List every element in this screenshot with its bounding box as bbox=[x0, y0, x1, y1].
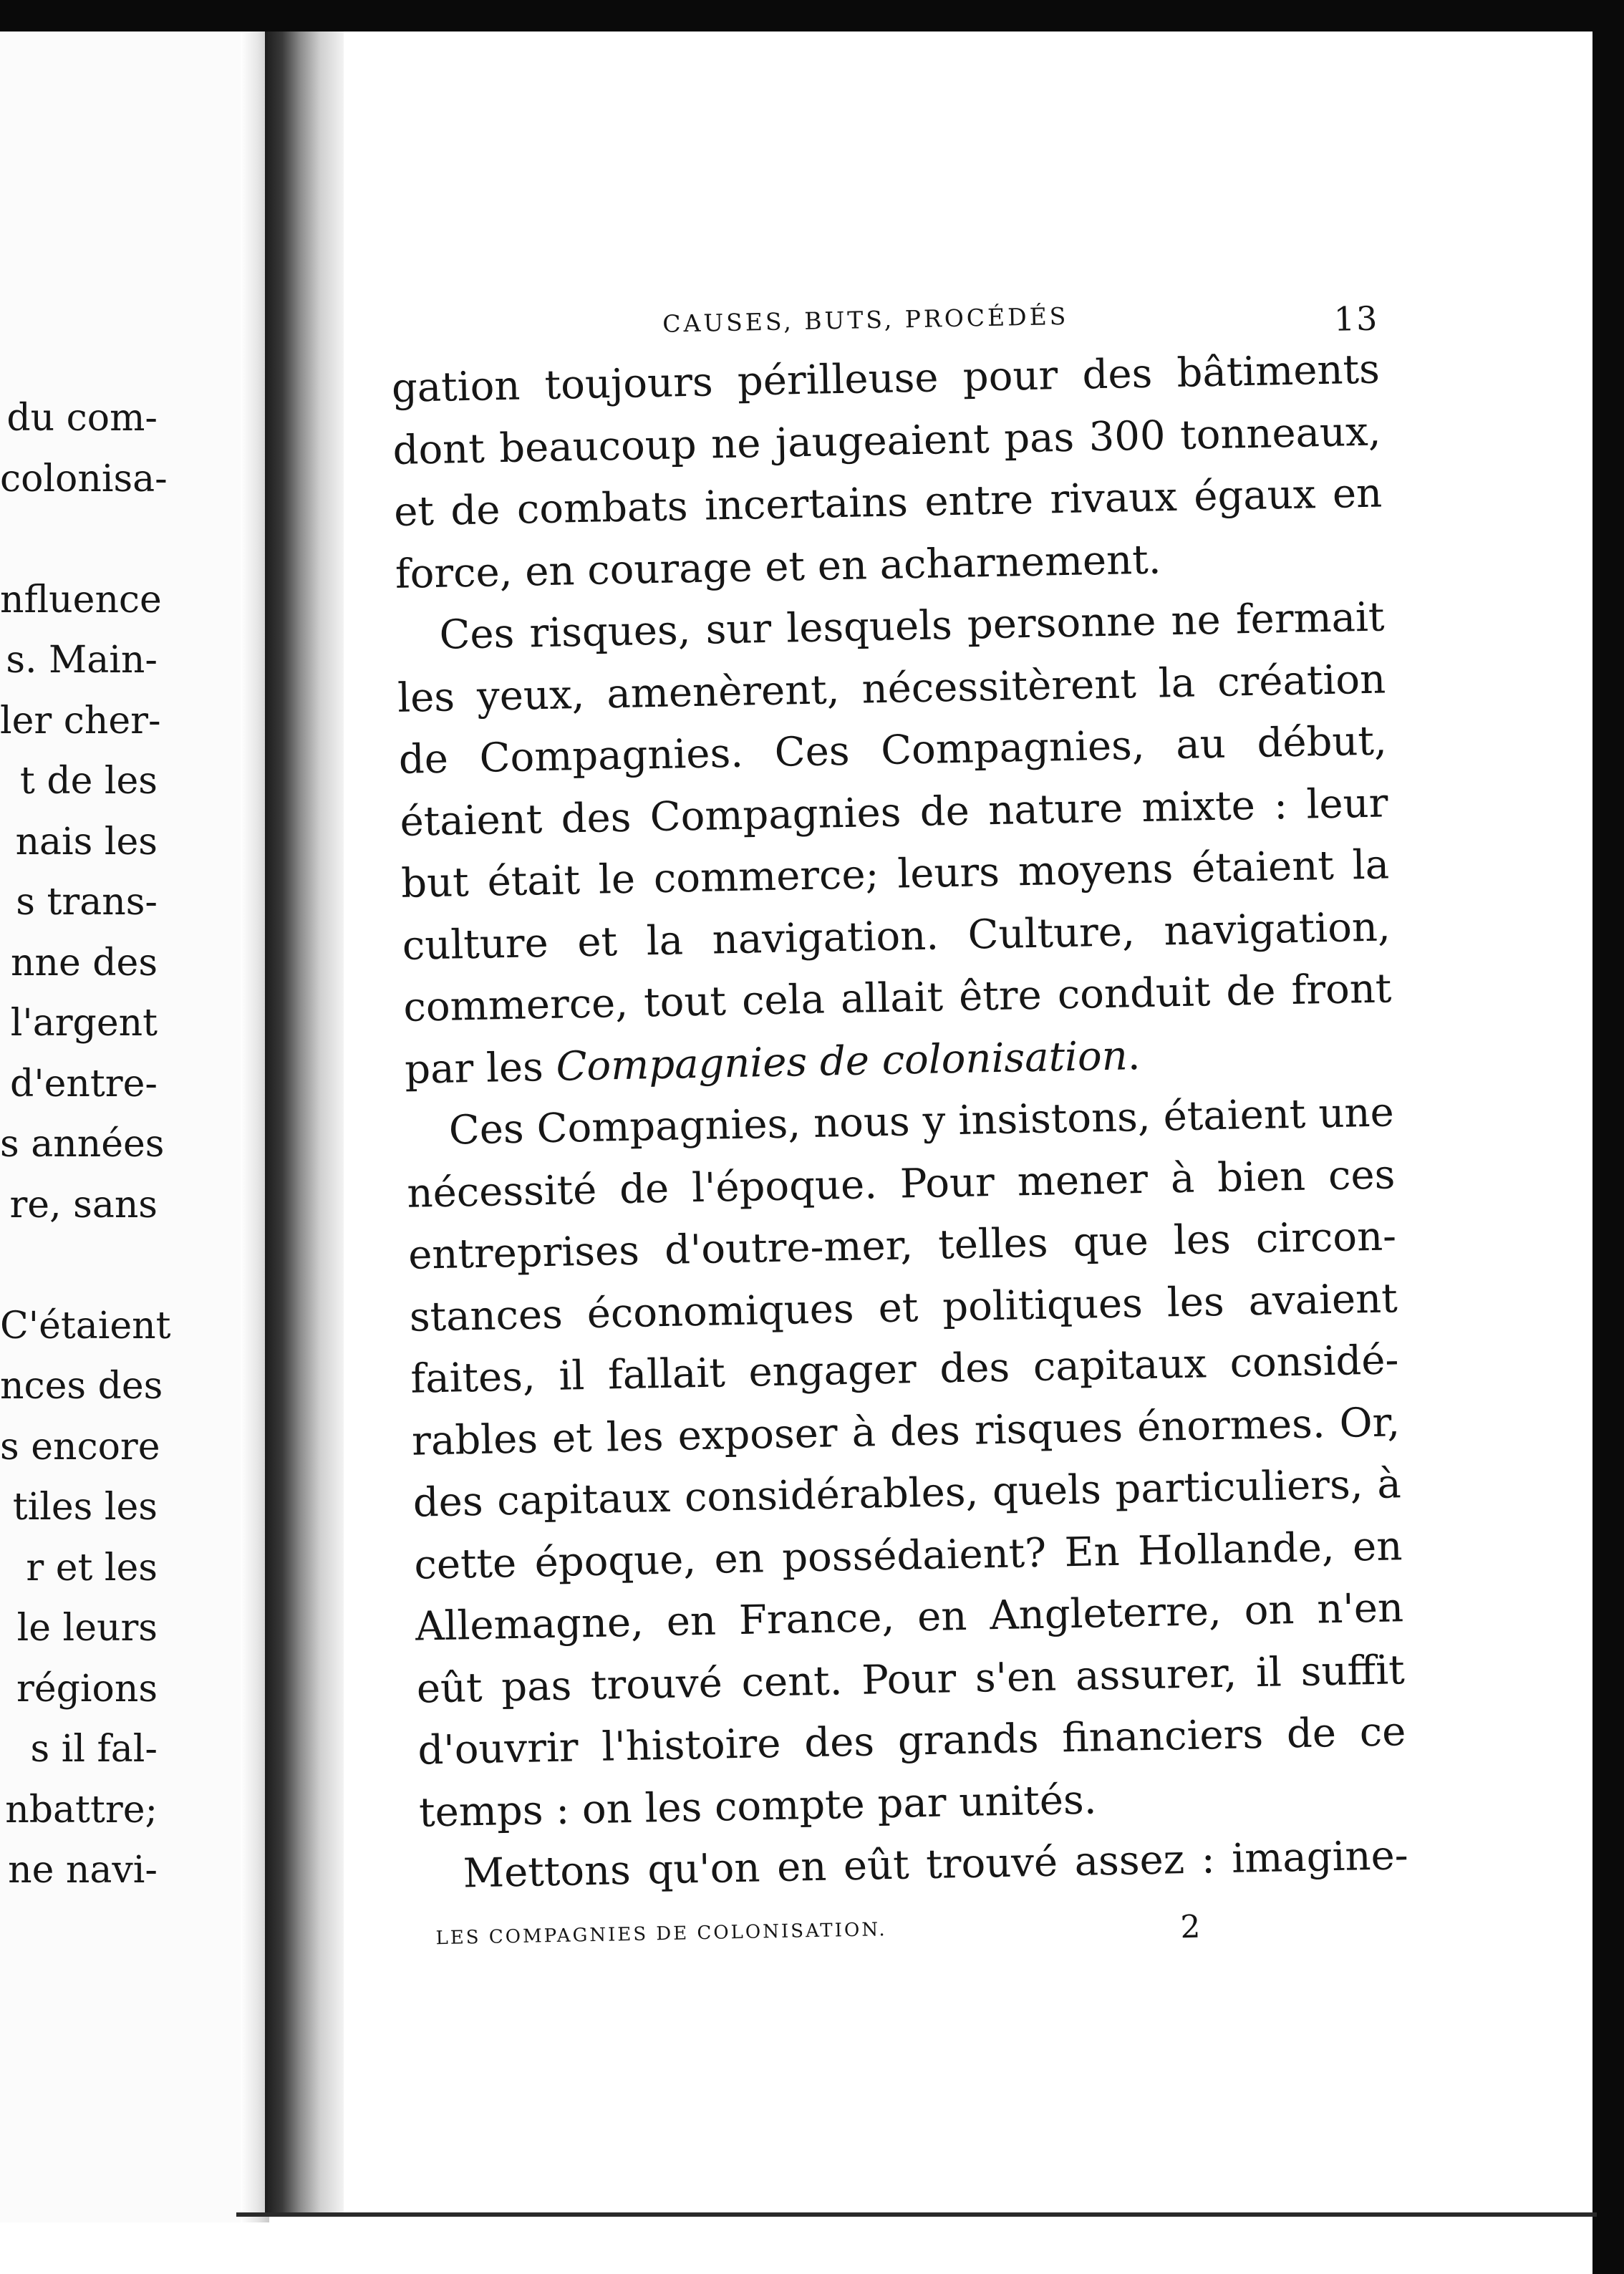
text-line: gation toujours périlleuse pour des bâtiments bbox=[391, 346, 1381, 412]
text-line: Mettons qu'on en eût trouvé assez : imagine- bbox=[463, 1832, 1409, 1897]
left-page-line: ler cher- bbox=[0, 699, 161, 742]
text-line: force, en courage et en acharnement. bbox=[395, 536, 1162, 598]
text-line: Ces risques, sur lesquels personne ne fermait bbox=[438, 594, 1385, 659]
paragraph bbox=[391, 339, 1383, 605]
left-page-blank bbox=[0, 509, 158, 570]
text-line: stances économiques et politiques les avaient bbox=[409, 1274, 1398, 1341]
text-run: par les bbox=[404, 1043, 557, 1093]
text-line: d'ouvrir l'histoire des grands financiers de ce bbox=[417, 1708, 1406, 1774]
running-title: CAUSES, BUTS, PROCÉDÉS bbox=[662, 301, 1069, 338]
left-page-line: d'entre- bbox=[10, 1062, 158, 1105]
text-line: étaient des Compagnies de nature mixte : leur bbox=[399, 779, 1388, 846]
left-page-blank bbox=[0, 1235, 158, 1296]
left-page-line: nne des bbox=[10, 941, 158, 984]
paragraph bbox=[405, 1082, 1408, 1844]
text-line: Ces Compagnies, nous y insistons, étaient une bbox=[448, 1089, 1395, 1154]
text-line: et de combats incertains entre rivaux égaux en bbox=[393, 470, 1383, 536]
text-line: temps : on les compte par unités. bbox=[418, 1776, 1098, 1837]
text-line: des capitaux considérables, quels particuliers, à bbox=[412, 1461, 1402, 1527]
text-run: . bbox=[1127, 1032, 1141, 1079]
footer-book-title: LES COMPAGNIES DE COLONISATION. bbox=[435, 1918, 887, 1949]
text-line: faites, il fallait engager des capitaux considé- bbox=[410, 1337, 1399, 1403]
left-page-line: le leurs bbox=[16, 1607, 158, 1650]
page-content bbox=[390, 296, 1410, 1971]
left-page-line: C'étaient bbox=[0, 1304, 171, 1348]
left-page-line: re, sans bbox=[9, 1183, 158, 1226]
page-bottom-edge bbox=[236, 2212, 1597, 2217]
left-page bbox=[0, 32, 266, 2222]
left-page-line: colonisa- bbox=[0, 457, 168, 500]
italic-title: Compagnies de colonisation bbox=[555, 1032, 1128, 1090]
scan-border-top bbox=[0, 0, 1624, 32]
text-line: nécessité de l'époque. Pour mener à bien ces bbox=[406, 1151, 1396, 1217]
text-line: les yeux, amenèrent, nécessitèrent la création bbox=[397, 655, 1386, 722]
left-page-text bbox=[0, 388, 171, 1901]
text-line: cette époque, en possédaient? En Hollande, en bbox=[413, 1522, 1403, 1589]
left-page-line: s. Main- bbox=[6, 639, 158, 682]
left-page-line: régions bbox=[16, 1667, 158, 1711]
left-page-line: s trans- bbox=[16, 881, 158, 924]
signature-mark: 2 bbox=[1179, 1908, 1203, 1945]
text-line: but était le commerce; leurs moyens étaient la bbox=[400, 841, 1390, 907]
left-page-line: l'argent bbox=[10, 1002, 158, 1045]
binding-gutter bbox=[265, 32, 344, 2215]
left-page-line: nbattre; bbox=[5, 1788, 158, 1832]
left-page-line: s années bbox=[0, 1123, 165, 1166]
paragraph bbox=[396, 586, 1393, 1100]
left-page-line: ne navi- bbox=[8, 1849, 158, 1892]
left-page-line: tiles les bbox=[12, 1486, 158, 1529]
text-line: dont beaucoup ne jaugeaient pas 300 tonneaux, bbox=[392, 407, 1381, 474]
text-line: culture et la navigation. Culture, navigation, bbox=[402, 903, 1391, 969]
left-page-line: nfluence bbox=[0, 578, 162, 621]
page-number: 13 bbox=[1333, 299, 1379, 339]
text-line: eût pas trouvé cent. Pour s'en assurer, il suffit bbox=[416, 1646, 1406, 1713]
text-line: Allemagne, en France, en Angleterre, on n'en bbox=[415, 1584, 1404, 1650]
left-page-line: nces des bbox=[0, 1365, 163, 1408]
scan-border-right bbox=[1592, 0, 1624, 2274]
left-page-line: du com- bbox=[6, 397, 158, 440]
left-page-line: t de les bbox=[19, 760, 158, 803]
left-page-line: r et les bbox=[26, 1546, 158, 1590]
text-line: rables et les exposer à des risques énormes. Or, bbox=[411, 1398, 1401, 1465]
text-line: de Compagnies. Ces Compagnies, au début, bbox=[398, 717, 1388, 783]
left-page-line: s il fal- bbox=[30, 1728, 158, 1771]
left-page-line: nais les bbox=[15, 820, 158, 863]
body-text bbox=[391, 339, 1408, 1906]
left-page-line: s encore bbox=[0, 1425, 160, 1469]
text-line: commerce, tout cela allait être conduit de front bbox=[402, 965, 1392, 1031]
text-line: entreprises d'outre-mer, telles que les circon- bbox=[407, 1213, 1397, 1279]
